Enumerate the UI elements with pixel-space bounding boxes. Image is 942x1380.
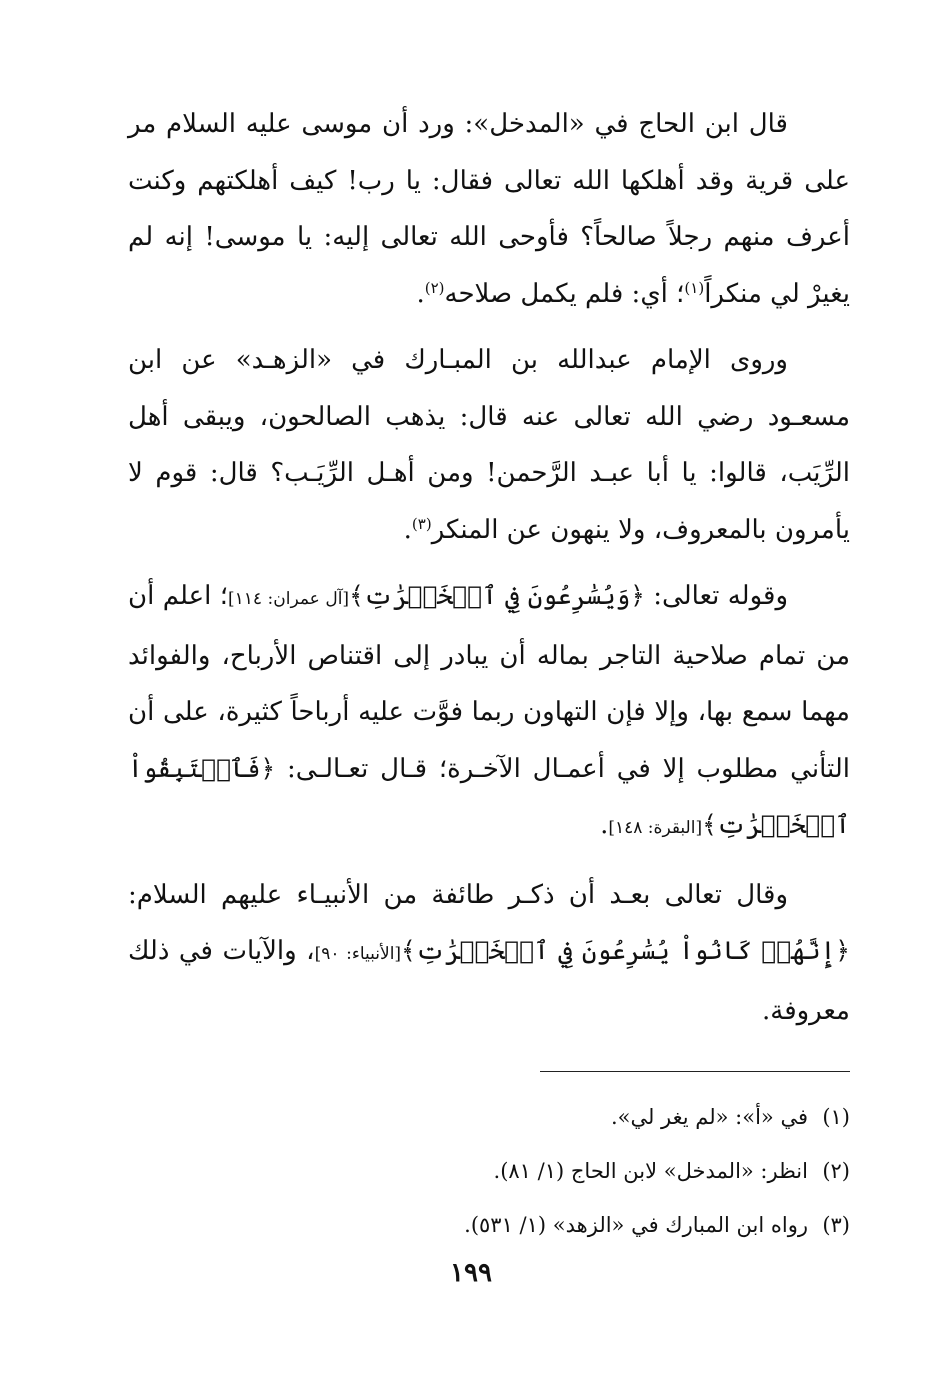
verse-reference: [الأنبياء: ٩٠] bbox=[314, 944, 402, 964]
footnote-item bbox=[128, 1090, 850, 1144]
quran-verse: ﴿إِنَّهُمۡ كَانُواْ يُسَٰرِعُونَ فِي ٱلۡخَيۡرَٰتِ﴾ bbox=[401, 936, 850, 965]
footnote-item bbox=[128, 1144, 850, 1198]
paragraph-3 bbox=[128, 568, 850, 857]
paragraph-4 bbox=[128, 867, 850, 1040]
main-text bbox=[128, 96, 850, 1039]
page-number: ١٩٩ bbox=[450, 1258, 492, 1288]
quran-verse: ﴿وَيُسَٰرِعُونَ فِي ٱلۡخَيۡرَٰتِ﴾ bbox=[349, 581, 645, 610]
paragraph-2 bbox=[128, 332, 850, 558]
footnote-number: (٢) bbox=[822, 1159, 850, 1183]
paragraph-1-text-b: ؛ أي: فلم يكمل صلاحه bbox=[444, 278, 685, 309]
paragraph-4-text-b: ، والآيات في ذلك معروفة. bbox=[128, 936, 850, 1026]
paragraph-1-text-c: . bbox=[416, 278, 425, 309]
footnotes bbox=[128, 1090, 850, 1252]
footnote-number: (١) bbox=[822, 1105, 850, 1129]
paragraph-1-text-a: قال ابن الحاج في «المدخل»: ورد أن موسى عليه السلام مر على قرية وقد أهلكها الله تعالى فقال: يا رب! كيف أهلكتهم وكنت أعرف منهم رجلاً صالحاً؟ فأوحى الله تعالى إليه: يا موسى! إنه لم يغيرْ لي منكراً bbox=[128, 109, 850, 309]
paragraph-3-text-b: ؛ اعلم أن من تمام صلاحية التاجر بماله أن يبادر إلى اقتناص الأرباح، والفوائد مهما سمع بها، وإلا فإن التهاون ربما فوَّت عليه أرباحاً كثيرة، على أن التأني مطلوب إلا في أعمـال الآخـرة؛ قـال تعـالـى: bbox=[128, 581, 850, 784]
paragraph-3-text-a: وقوله تعالى: bbox=[644, 581, 788, 611]
paragraph-2-text-b: . bbox=[403, 514, 412, 545]
footnote-text: في «أ»: «لم يغر لي». bbox=[610, 1105, 808, 1129]
footnote-number: (٣) bbox=[822, 1213, 850, 1237]
paragraph-3-text-c: . bbox=[600, 810, 609, 840]
paragraph-4-text-a: وقال تعالى بعـد أن ذكـر طائفة من الأنبيـاء عليهم السلام: bbox=[128, 879, 788, 910]
footnote-item bbox=[128, 1198, 850, 1252]
verse-reference: [آل عمران: ١١٤] bbox=[227, 589, 350, 609]
footnote-text: انظر: «المدخل» لابن الحاج (١/ ٨١). bbox=[493, 1159, 808, 1183]
verse-reference: [البقرة: ١٤٨] bbox=[608, 818, 703, 838]
footnote-marker-2[interactable]: (٢) bbox=[424, 278, 445, 297]
paragraph-2-text-a: وروى الإمام عبدالله بن المبـارك في «الزهـد» عن ابن مسعـود رضي الله تعالى عنه قال: يذهب الصالحون، ويبقى أهل الرِّيَب، قالوا: يا أبا عبـد الرَّحمن! ومن أهـل الرِّيَـب؟ قال: قوم لا يأمرون بالمعروف، ولا ينهون عن المنكر bbox=[128, 345, 850, 545]
footnote-marker-1[interactable]: (١) bbox=[684, 278, 705, 297]
footnote-marker-3[interactable]: (٣) bbox=[411, 514, 432, 533]
footnote-divider bbox=[540, 1071, 850, 1072]
quran-verse: ﴿فَٱسۡتَبِقُواْ ٱلۡخَيۡرَٰتِ﴾ bbox=[128, 753, 850, 839]
paragraph-1 bbox=[128, 96, 850, 322]
footnote-text: رواه ابن المبارك في «الزهد» (١/ ٥٣١). bbox=[464, 1213, 808, 1237]
